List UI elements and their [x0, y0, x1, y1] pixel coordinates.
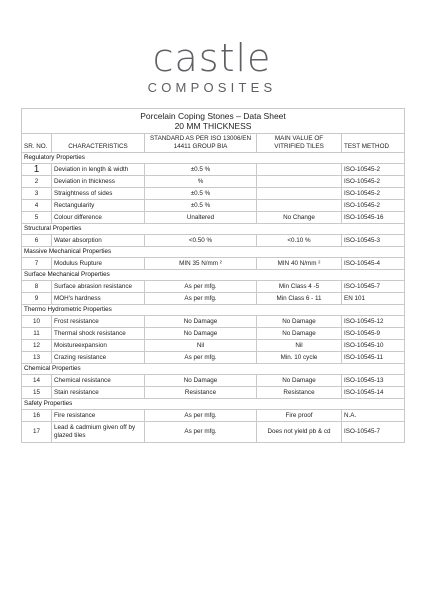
characteristic-cell: Water absorption — [52, 235, 145, 247]
characteristic-cell: Modulus Rupture — [52, 258, 145, 270]
main-value-cell: Does not yield pb & cd — [257, 422, 342, 443]
standard-value-cell: % — [145, 176, 257, 188]
main-value-cell: Min Class 4 -5 — [257, 281, 342, 293]
characteristic-cell: Thermal shock resistance — [52, 328, 145, 340]
characteristic-cell: Lead & cadmium given off by glazed tiles — [52, 422, 145, 443]
characteristic-cell: Chemical resistance — [52, 375, 145, 387]
table-row — [22, 375, 405, 387]
title-row — [22, 109, 405, 134]
standard-value-cell: As per mfg. — [145, 410, 257, 422]
table-row — [22, 387, 405, 399]
test-method-cell: ISO-10545-9 — [342, 328, 405, 340]
sheet-title: Porcelain Coping Stones – Data Sheet — [140, 111, 286, 121]
characteristic-cell: Stain resistance — [52, 387, 145, 399]
section-row — [22, 364, 405, 375]
sr-no-cell: 12 — [22, 340, 52, 352]
characteristic-cell: MOH's hardness — [52, 293, 145, 305]
sr-no-cell: 6 — [22, 235, 52, 247]
standard-value-cell: ±0.5 % — [145, 164, 257, 176]
section-row — [22, 305, 405, 316]
sr-no-cell: 13 — [22, 352, 52, 364]
characteristic-cell: Fire resistance — [52, 410, 145, 422]
standard-value-cell: As per mfg. — [145, 422, 257, 443]
characteristic-cell: Straightness of sides — [52, 188, 145, 200]
section-title: Safety Properties — [22, 399, 405, 410]
sr-no-cell: 15 — [22, 387, 52, 399]
sr-no-cell: 16 — [22, 410, 52, 422]
standard-value-cell: Nil — [145, 340, 257, 352]
table-row — [22, 235, 405, 247]
logo-subtitle: COMPOSITES — [147, 80, 277, 95]
test-method-cell: ISO-10545-7 — [342, 281, 405, 293]
sheet-title-cell — [22, 109, 405, 134]
sr-no-cell: 4 — [22, 200, 52, 212]
header-sr-no: SR. NO. — [22, 134, 52, 153]
characteristic-cell: Frost resistance — [52, 316, 145, 328]
section-row — [22, 247, 405, 258]
test-method-cell: EN 101 — [342, 293, 405, 305]
main-value-cell: Fire proof — [257, 410, 342, 422]
section-title: Thermo Hydrometric Properties — [22, 305, 405, 316]
standard-value-cell: No Damage — [145, 316, 257, 328]
table-row — [22, 188, 405, 200]
header-main-value: MAIN VALUE OF VITRIFIED TILES — [257, 134, 342, 153]
main-value-cell: <0.10 % — [257, 235, 342, 247]
table-row — [22, 316, 405, 328]
main-value-cell: No Damage — [257, 375, 342, 387]
sr-no-cell: 14 — [22, 375, 52, 387]
table-row — [22, 212, 405, 224]
sr-no-cell: 17 — [22, 422, 52, 443]
standard-value-cell: Unaltered — [145, 212, 257, 224]
table-row — [22, 200, 405, 212]
sheet-subtitle: 20 MM THICKNESS — [174, 121, 252, 131]
test-method-cell: ISO-10545-11 — [342, 352, 405, 364]
test-method-cell: ISO-10545-7 — [342, 422, 405, 443]
table-row — [22, 352, 405, 364]
test-method-cell: ISO-10545-12 — [342, 316, 405, 328]
table-row — [22, 340, 405, 352]
sr-no-cell: 5 — [22, 212, 52, 224]
table-row — [22, 258, 405, 270]
main-value-cell — [257, 200, 342, 212]
header-standard: STANDARD AS PER ISO 13006/EN 14411 GROUP BIA — [145, 134, 257, 153]
sr-no-cell: 11 — [22, 328, 52, 340]
main-value-cell: No Damage — [257, 328, 342, 340]
table-row — [22, 293, 405, 305]
sr-no-cell: 8 — [22, 281, 52, 293]
section-row — [22, 224, 405, 235]
test-method-cell: ISO-10545-10 — [342, 340, 405, 352]
main-value-cell: No Change — [257, 212, 342, 224]
main-value-cell: Min Class 6 - 11 — [257, 293, 342, 305]
logo-wordmark: castle — [152, 36, 272, 80]
standard-value-cell: MIN 35 N/mm ² — [145, 258, 257, 270]
standard-value-cell: <0.50 % — [145, 235, 257, 247]
test-method-cell: ISO-10545-2 — [342, 188, 405, 200]
main-value-cell: Nil — [257, 340, 342, 352]
test-method-cell: ISO-10545-14 — [342, 387, 405, 399]
characteristic-cell: Surface abrasion resistance — [52, 281, 145, 293]
standard-value-cell: As per mfg. — [145, 281, 257, 293]
sr-no-cell: 2 — [22, 176, 52, 188]
standard-value-cell: As per mfg. — [145, 352, 257, 364]
standard-value-cell: ±0.5 % — [145, 188, 257, 200]
characteristic-cell: Crazing resistance — [52, 352, 145, 364]
characteristic-cell: Deviation in length & width — [52, 164, 145, 176]
table-row — [22, 328, 405, 340]
standard-value-cell: Resistance — [145, 387, 257, 399]
characteristic-cell: Moistureexpansion — [52, 340, 145, 352]
section-row — [22, 153, 405, 164]
section-title: Structural Properties — [22, 224, 405, 235]
header-row — [22, 134, 405, 153]
header-test-method: TEST METHOD — [342, 134, 405, 153]
characteristic-cell: Rectangularity — [52, 200, 145, 212]
table-row — [22, 281, 405, 293]
sr-no-cell: 9 — [22, 293, 52, 305]
sr-no-cell: 1 — [22, 164, 52, 176]
test-method-cell: ISO-10545-16 — [342, 212, 405, 224]
section-title: Massive Mechanical Properties — [22, 247, 405, 258]
main-value-cell: No Damage — [257, 316, 342, 328]
company-logo — [0, 38, 424, 95]
main-value-cell — [257, 176, 342, 188]
section-title: Regulatory Properties — [22, 153, 405, 164]
test-method-cell: ISO-10545-3 — [342, 235, 405, 247]
main-value-cell — [257, 164, 342, 176]
table-row — [22, 422, 405, 443]
section-title: Surface Mechanical Properties — [22, 270, 405, 281]
test-method-cell: ISO-10545-2 — [342, 164, 405, 176]
table-row — [22, 410, 405, 422]
characteristic-cell: Deviation in thickness — [52, 176, 145, 188]
section-row — [22, 399, 405, 410]
standard-value-cell: No Damage — [145, 328, 257, 340]
table-row — [22, 164, 405, 176]
sr-no-cell: 3 — [22, 188, 52, 200]
standard-value-cell: ±0.5 % — [145, 200, 257, 212]
sr-no-cell: 10 — [22, 316, 52, 328]
test-method-cell: ISO-10545-4 — [342, 258, 405, 270]
main-value-cell: Resistance — [257, 387, 342, 399]
table-row — [22, 176, 405, 188]
data-sheet-table — [21, 108, 405, 443]
main-value-cell: Min. 10 cycle — [257, 352, 342, 364]
standard-value-cell: As per mfg. — [145, 293, 257, 305]
standard-value-cell: No Damage — [145, 375, 257, 387]
characteristic-cell: Colour difference — [52, 212, 145, 224]
test-method-cell: N.A. — [342, 410, 405, 422]
header-characteristics: CHARACTERISTICS — [52, 134, 145, 153]
section-title: Chemical Properties — [22, 364, 405, 375]
sr-no-cell: 7 — [22, 258, 52, 270]
test-method-cell: ISO-10545-2 — [342, 176, 405, 188]
test-method-cell: ISO-10545-2 — [342, 200, 405, 212]
main-value-cell — [257, 188, 342, 200]
test-method-cell: ISO-10545-13 — [342, 375, 405, 387]
section-row — [22, 270, 405, 281]
main-value-cell: MIN 40 N/mm ² — [257, 258, 342, 270]
